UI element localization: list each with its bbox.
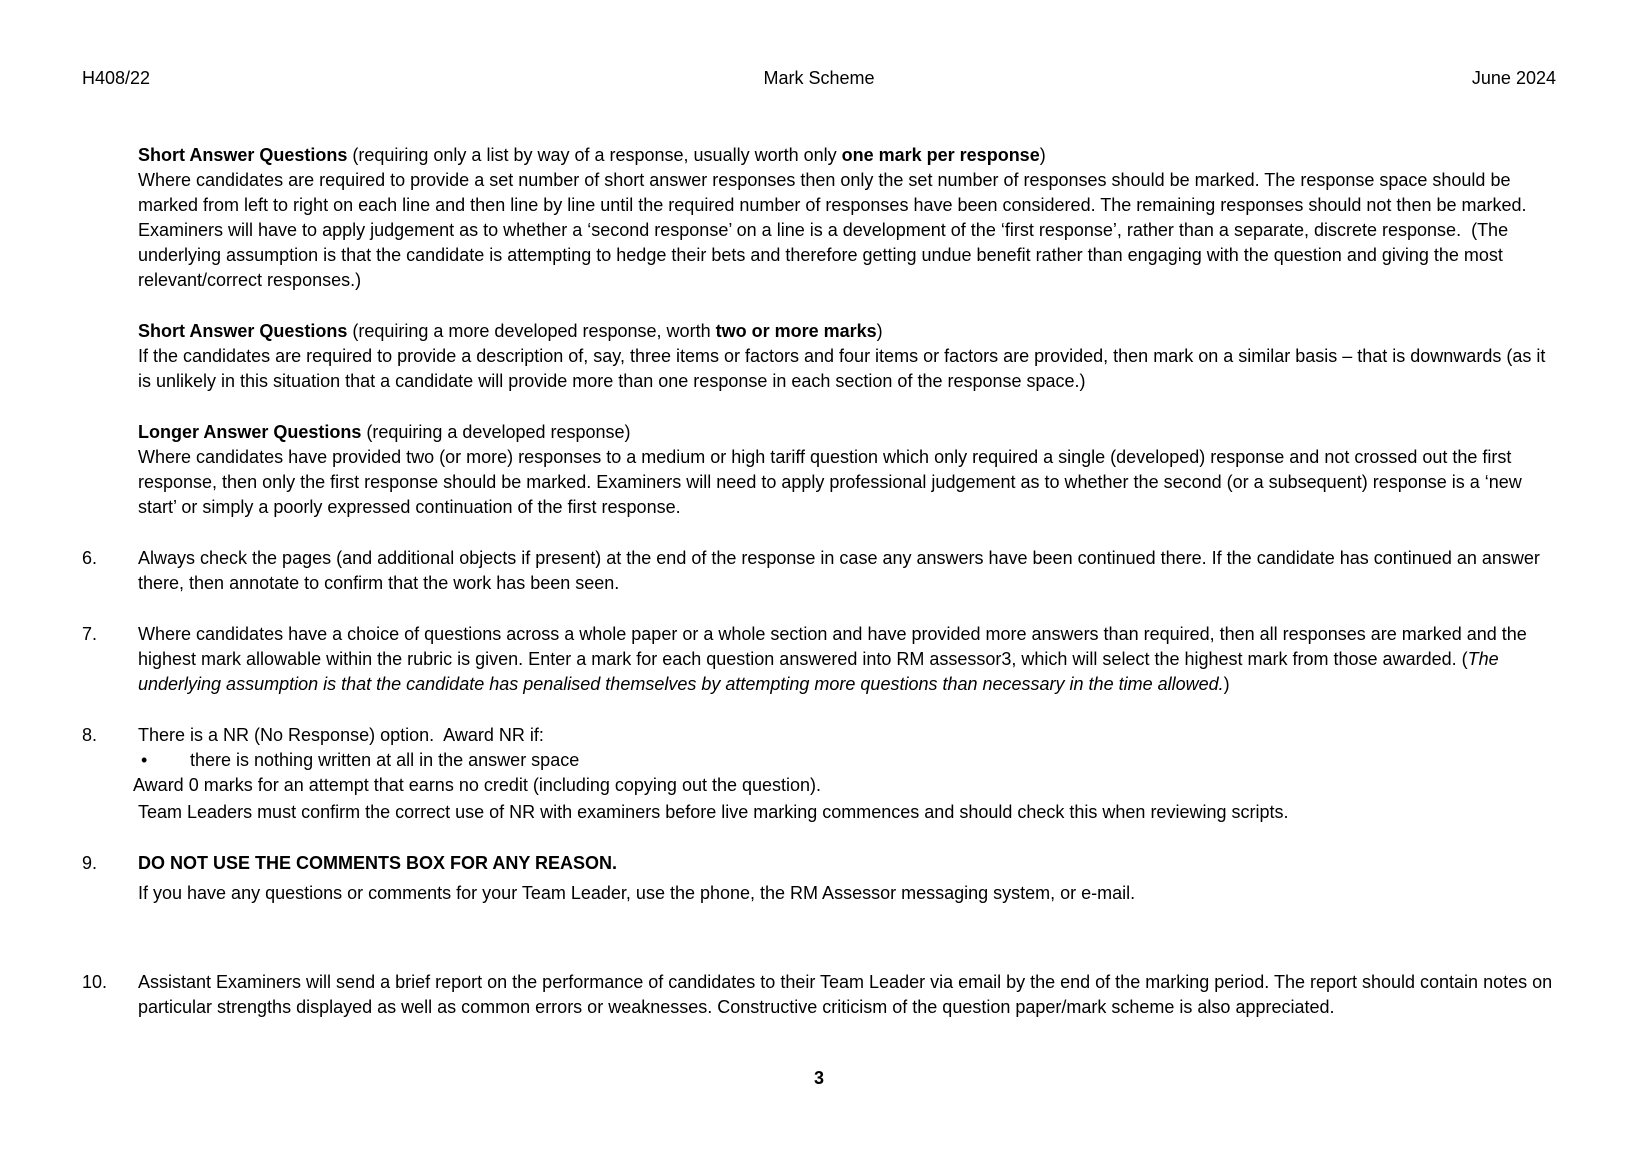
header-date: June 2024 [1471, 68, 1556, 88]
text-line [138, 319, 1556, 344]
item-text [138, 143, 1556, 293]
bullet-glyph: • [141, 750, 148, 770]
text-line [138, 622, 1556, 697]
item-text [133, 723, 1556, 825]
text-segment: (requiring a developed response) [361, 422, 631, 442]
text-segment: (requiring only a list by way of a response, usually worth only [347, 145, 842, 165]
page-header [82, 66, 1556, 91]
text-line [138, 723, 1556, 748]
document-body [82, 143, 1556, 1020]
text-line [138, 344, 1556, 394]
text-segment: If the candidates are required to provide a description of, say, three items or factors and four items or factors are provided, then mark on a similar basis – that is downwards (as it is unlikely in this situation that a candidate will provide more than one response in each section of the response space.) [138, 346, 1546, 391]
text-segment: Longer Answer Questions [138, 422, 362, 442]
item-number-empty [82, 143, 138, 293]
header-title: Mark Scheme [763, 68, 875, 88]
page-number: 3 [813, 1068, 824, 1088]
text-segment: there is nothing written at all in the answer space [190, 750, 580, 770]
item-number: 7. [82, 624, 98, 644]
text-line [133, 773, 1556, 798]
text-segment: DO NOT USE THE COMMENTS BOX FOR ANY REASON. [138, 853, 618, 873]
text-line [138, 546, 1556, 596]
text-segment: Short Answer Questions [138, 321, 348, 341]
item-number-empty [82, 319, 138, 394]
text-segment: Where candidates have provided two (or more) responses to a medium or high tariff question which only required a single (developed) response and not crossed out the first response, then only the first response should be marked. Examiners will need to apply professional judgement as to whether the second (or a subsequent) response is a ‘new start’ or simply a poorly expressed continuation of the first response. [138, 447, 1522, 517]
text-segment: Where candidates have a choice of questions across a whole paper or a whole section and have provided more answers than required, then all responses are marked and the highest mark allowable within the rubric is given. Enter a mark for each question answered into RM assessor3, which will select the highest mark from those awarded. ( [138, 624, 1527, 669]
item-10 [82, 970, 1556, 1020]
text-line [138, 851, 1556, 876]
bullet-line [138, 748, 1556, 773]
text-segment: Assistant Examiners will send a brief report on the performance of candidates to their Team Leader via email by the end of the marking period. The report should contain notes on particular strengths displayed as well as common errors or weaknesses. Constructive criticism of the question paper/mark scheme is also appreciated. [138, 972, 1553, 1017]
text-segment: ) [876, 321, 883, 341]
text-segment: one mark per response [841, 145, 1040, 165]
item-number: 6. [82, 548, 98, 568]
item-number-empty [82, 420, 138, 520]
text-line [138, 970, 1556, 1020]
text-segment: (requiring a more developed response, worth [347, 321, 716, 341]
text-segment: Short Answer Questions [138, 145, 348, 165]
item-number: 10. [82, 972, 108, 992]
item-6 [82, 546, 1556, 596]
text-segment: ) [1039, 145, 1046, 165]
text-line [138, 445, 1556, 520]
section-short-answer-developed-questions [82, 319, 1556, 394]
item-number: 9. [82, 853, 98, 873]
text-line [138, 881, 1556, 906]
item-text [138, 319, 1556, 394]
text-segment: two or more marks [715, 321, 877, 341]
text-line [138, 800, 1556, 825]
item-text [138, 851, 1556, 906]
section-short-answer-list-questions [82, 143, 1556, 293]
text-line [138, 143, 1556, 168]
header-paper-code: H408/22 [82, 68, 151, 88]
text-segment: The underlying assumption is that the candidate has penalised themselves by attempting more questions than necessary in the time allowed. [138, 649, 1499, 694]
text-segment: There is a NR (No Response) option. Award NR if: [138, 725, 544, 745]
text-segment: Team Leaders must confirm the correct use of NR with examiners before live marking commences and should check this when reviewing scripts. [138, 802, 1289, 822]
item-text [138, 622, 1556, 697]
item-text [138, 970, 1556, 1020]
text-line [138, 168, 1556, 293]
item-9 [82, 851, 1556, 906]
text-line [138, 420, 1556, 445]
text-segment: Where candidates are required to provide a set number of short answer responses then only the set number of responses should be marked. The response space should be marked from left to right on each line and then line by line until the required number of responses have been considered. The remaining responses should not then be marked. Examiners will have to apply judgement as to whether a ‘second response’ on a line is a development of the ‘first response’, rather than a separate, discrete response. (The underlying assumption is that the candidate is attempting to hedge their bets and therefore getting undue benefit rather than engaging with the question and giving the most relevant/correct responses.) [138, 170, 1527, 290]
item-8 [82, 723, 1556, 825]
section-longer-answer-questions [82, 420, 1556, 520]
text-segment: Award 0 marks for an attempt that earns no credit (including copying out the question). [133, 775, 822, 795]
item-text [138, 420, 1556, 520]
item-text [138, 546, 1556, 596]
text-segment: Always check the pages (and additional objects if present) at the end of the response in case any answers have been continued there. If the candidate has continued an answer there, then annotate to confirm that the work has been seen. [138, 548, 1540, 593]
item-number: 8. [82, 725, 98, 745]
text-segment: If you have any questions or comments for your Team Leader, use the phone, the RM Assessor messaging system, or e-mail. [138, 883, 1136, 903]
item-7 [82, 622, 1556, 697]
text-segment: ) [1223, 674, 1230, 694]
